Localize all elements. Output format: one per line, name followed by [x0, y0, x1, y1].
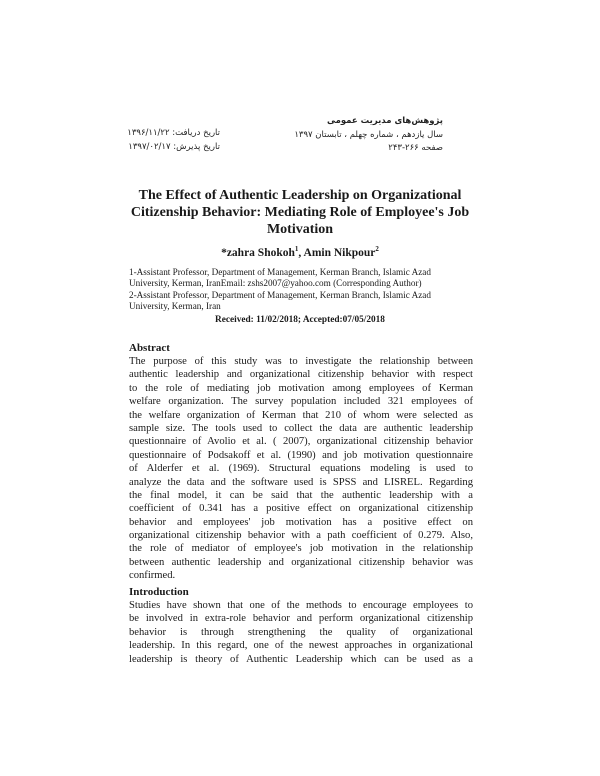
abstract-line: behavior and employees' job motivation has a positive effect on [129, 516, 473, 528]
abstract-line: analyze the data and the software used is SPSS and LISREL. Regarding [129, 476, 473, 488]
abstract-line: organizational citizenship behavior with a path coefficient of 0.279. Also, [129, 530, 473, 542]
abstract-body [129, 355, 473, 583]
affiliation-line: 2-Assistant Professor, Department of Management, Kerman Branch, Islamic Azad [129, 289, 431, 300]
abstract-line: of Alderfer et al. (1969). Structural equations modeling is used to [129, 463, 473, 475]
introduction-line: leadership is theory of Authentic Leadership which can be used as a [129, 653, 473, 665]
abstract-line: sample size. The tools used to collect the data are authentic leadership [129, 422, 473, 434]
introduction-line: leadership. In this regard, one of the newest approaches in organizational [129, 640, 473, 652]
journal-issue: سال یازدهم ، شماره چهلم ، تابستان ۱۳۹۷ [294, 129, 443, 140]
journal-name: پژوهش‌های مدیریت عمومی [326, 116, 443, 126]
introduction-line: behavior is through strengthening the quality of organizational [129, 626, 473, 638]
affiliation-line: 1-Assistant Professor, Department of Management, Kerman Branch, Islamic Azad [129, 267, 431, 277]
journal-pages: صفحه ۲۶۶-۲۴۳ [388, 143, 443, 153]
received-date-fa: تاریخ دریافت: ۱۳۹۶/۱۱/۲۲ [127, 128, 220, 138]
author-separator: , [298, 246, 304, 259]
title-line: Citizenship Behavior: Mediating Role of Employee's Job [130, 205, 470, 220]
introduction-body [129, 599, 473, 666]
affiliations [129, 267, 473, 313]
abstract-line: coefficient of 0.341 has a positive effect on organizational citizenship [129, 503, 473, 515]
introduction-heading: Introduction [129, 586, 189, 598]
affiliation-line: University, Kerman, IranEmail: zshs2007@yahoo.com (Corresponding Author) [129, 278, 422, 289]
abstract-line: The purpose of this study was to investigate the relationship between [129, 356, 473, 367]
abstract-line: welfare organization. The survey population included 321 employees of [129, 396, 473, 408]
author-affiliation-mark: 2 [375, 245, 379, 253]
abstract-line: questionnaire of Avolio et al. ( 2007), organizational citizenship behavior [129, 436, 473, 448]
abstract-line: the role of mediator of employee's job motivation in the relationship [129, 543, 473, 555]
affiliation-line: University, Kerman, Iran [129, 301, 221, 312]
author-name: *zahra Shokoh [221, 246, 295, 259]
introduction-line: Studies have shown that one of the methods to encourage employees to [129, 600, 473, 611]
author-affiliation-mark: 1 [294, 245, 299, 253]
title-line: Motivation [266, 222, 334, 237]
introduction-line: be involved in extra-role behavior and perform organizational citizenship [129, 613, 473, 625]
persian-dates [127, 127, 220, 154]
abstract-heading: Abstract [129, 342, 170, 354]
abstract-line: the welfare organization of Kerman that 210 of whom were selected as [129, 409, 473, 421]
abstract-line: questionnaire of Podsakoff et al. (1990) and job motivation questionnaire [129, 449, 473, 461]
abstract-line: authentic leadership and organizational citizenship behavior with respect [129, 369, 473, 381]
abstract-line: the final model, it can be said that the authentic leadership with a [129, 489, 473, 501]
author-list [110, 245, 490, 259]
abstract-line: to the role of mediating job motivation among employees of Kerman [129, 382, 473, 394]
title-line: The Effect of Authentic Leadership on Organizational [138, 188, 462, 203]
abstract-line: confirmed. [129, 570, 176, 582]
submission-dates: Received: 11/02/2018; Accepted:07/05/2018 [215, 315, 385, 325]
accepted-date-fa: تاریخ پذیرش: ۱۳۹۷/۰۲/۱۷ [128, 141, 220, 152]
paper-title [110, 187, 490, 238]
journal-header [294, 115, 443, 156]
abstract-line: between authentic leadership and organizational citizenship behavior was [129, 556, 473, 568]
author-name: Amin Nikpour [303, 246, 376, 259]
